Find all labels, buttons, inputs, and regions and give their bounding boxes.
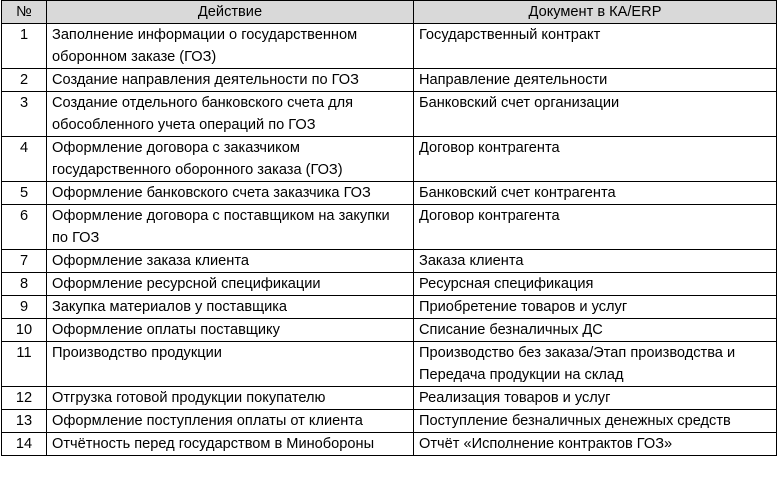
row-document: Договор контрагента <box>414 137 777 182</box>
row-number: 8 <box>2 273 47 296</box>
row-number: 7 <box>2 250 47 273</box>
table-row <box>2 273 777 296</box>
row-number: 6 <box>2 205 47 250</box>
row-document: Приобретение товаров и услуг <box>414 296 777 319</box>
header-document: Документ в КА/ERP <box>414 1 777 24</box>
row-action: Производство продукции <box>47 342 414 387</box>
table-row <box>2 182 777 205</box>
header-number: № <box>2 1 47 24</box>
row-action: Отчётность перед государством в Минобороны <box>47 433 414 456</box>
table-row <box>2 137 777 182</box>
row-document: Договор контрагента <box>414 205 777 250</box>
row-action: Оформление договора с заказчиком государственного оборонного заказа (ГОЗ) <box>47 137 414 182</box>
row-document: Государственный контракт <box>414 24 777 69</box>
row-action: Оформление банковского счета заказчика ГОЗ <box>47 182 414 205</box>
row-number: 14 <box>2 433 47 456</box>
table-row <box>2 250 777 273</box>
row-number: 9 <box>2 296 47 319</box>
table-row <box>2 205 777 250</box>
row-number: 5 <box>2 182 47 205</box>
row-document: Ресурсная спецификация <box>414 273 777 296</box>
goz-actions-table <box>1 0 777 456</box>
row-document: Заказа клиента <box>414 250 777 273</box>
row-number: 1 <box>2 24 47 69</box>
row-document: Поступление безналичных денежных средств <box>414 410 777 433</box>
row-action: Создание направления деятельности по ГОЗ <box>47 69 414 92</box>
row-document: Банковский счет контрагента <box>414 182 777 205</box>
row-document: Отчёт «Исполнение контрактов ГОЗ» <box>414 433 777 456</box>
table-row <box>2 387 777 410</box>
header-action: Действие <box>47 1 414 24</box>
row-action: Оформление ресурсной спецификации <box>47 273 414 296</box>
row-number: 10 <box>2 319 47 342</box>
row-action: Закупка материалов у поставщика <box>47 296 414 319</box>
row-document: Списание безналичных ДС <box>414 319 777 342</box>
table-row <box>2 433 777 456</box>
row-number: 12 <box>2 387 47 410</box>
row-action: Оформление договора с поставщиком на закупки по ГОЗ <box>47 205 414 250</box>
row-document: Направление деятельности <box>414 69 777 92</box>
row-action: Оформление поступления оплаты от клиента <box>47 410 414 433</box>
row-action: Создание отдельного банковского счета для обособленного учета операций по ГОЗ <box>47 92 414 137</box>
row-number: 13 <box>2 410 47 433</box>
table-row <box>2 342 777 387</box>
row-number: 3 <box>2 92 47 137</box>
table-header-row <box>2 1 777 24</box>
table-row <box>2 69 777 92</box>
row-number: 11 <box>2 342 47 387</box>
table-row <box>2 24 777 69</box>
table-row <box>2 92 777 137</box>
row-document: Производство без заказа/Этап производства и Передача продукции на склад <box>414 342 777 387</box>
table-row <box>2 410 777 433</box>
row-action: Оформление оплаты поставщику <box>47 319 414 342</box>
row-action: Отгрузка готовой продукции покупателю <box>47 387 414 410</box>
table-row <box>2 296 777 319</box>
row-action: Заполнение информации о государственном оборонном заказе (ГОЗ) <box>47 24 414 69</box>
row-document: Банковский счет организации <box>414 92 777 137</box>
row-number: 4 <box>2 137 47 182</box>
table-row <box>2 319 777 342</box>
row-action: Оформление заказа клиента <box>47 250 414 273</box>
row-number: 2 <box>2 69 47 92</box>
row-document: Реализация товаров и услуг <box>414 387 777 410</box>
